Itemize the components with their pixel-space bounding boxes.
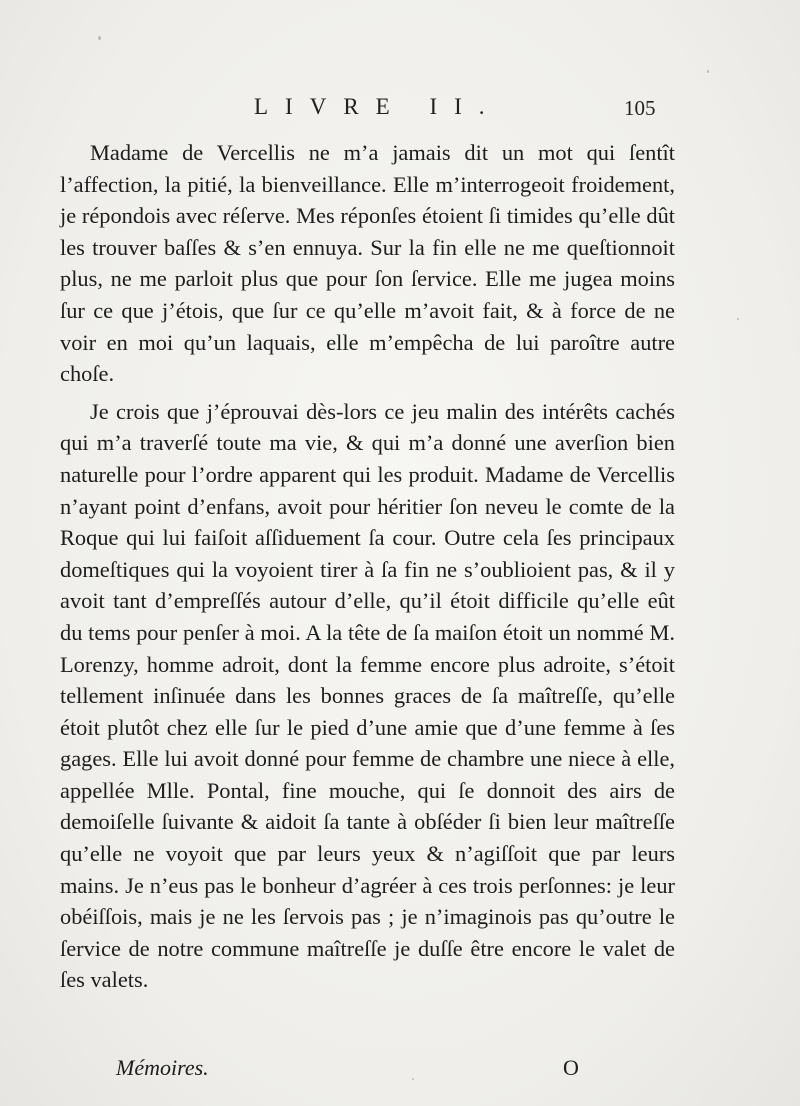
body-text — [60, 137, 675, 996]
paper-speck — [707, 70, 709, 73]
page-header — [0, 94, 800, 130]
page-footer — [0, 1055, 800, 1085]
page-number: 105 — [624, 96, 656, 120]
running-title: LIVRE II. — [254, 94, 502, 119]
paragraph: Madame de Vercellis ne m’a jamais dit un mot qui ſentît l’affection, la pitié, la bienveillance. Elle m’interrogeoit froidement, je répondois avec réſerve. Mes réponſes étoient ſi timides qu’elle dût les trouver baſſes & s’en ennuya. Sur la fin elle ne me queſtionnoit plus, ne me parloit plus que pour ſon ſervice. Elle me jugea moins ſur ce que j’étois, que ſur ce qu’elle m’avoit fait, & à force de ne voir en moi qu’un laquais, elle m’empêcha de lui paroître autre choſe. — [60, 140, 675, 387]
paper-speck — [98, 36, 101, 40]
paragraph: Je crois que j’éprouvai dès-lors ce jeu malin des intérêts cachés qui m’a traverſé toute ma vie, & qui m’a donné une averſion bien naturelle pour l’ordre apparent qui les produit. Madame de Vercellis n’ayant point d’enfans, avoit pour héritier ſon neveu le comte de la Roque qui lui faiſoit aſſiduement ſa cour. Outre cela ſes principaux domeſtiques qui la voyoient tirer à ſa fin ne s’oublioient pas, & il y avoit tant d’empreſſés autour d’elle, qu’il étoit difficile qu’elle eût du tems pour penſer à moi. A la tête de ſa maiſon étoit un nommé M. Lorenzy, homme adroit, dont la femme encore plus adroite, s’étoit tellement inſinuée dans les bonnes graces de ſa maîtreſſe, qu’elle étoit plutôt chez elle ſur le pied d’une amie que d’une femme à ſes gages. Elle lui avoit donné pour femme de chambre une niece à elle, appellée Mlle. Pontal, fine mouche, qui ſe donnoit des airs de demoiſelle ſuivante & aidoit ſa tante à obſéder ſi bien leur maîtreſſe qu’elle ne voyoit que par leurs yeux & n’agiſſoit que par leurs mains. Je n’eus pas le bonheur d’agréer à ces trois perſonnes: je leur obéiſſois, mais je ne les ſervois pas ; je n’imaginois pas qu’outre le ſervice de notre commune maîtreſſe je duſſe être encore le valet de ſes valets. — [60, 398, 675, 993]
signature-mark: Mémoires. — [116, 1055, 209, 1080]
paper-speck — [737, 318, 739, 320]
signature-letter: O — [563, 1055, 579, 1080]
paper-speck — [412, 1078, 414, 1080]
